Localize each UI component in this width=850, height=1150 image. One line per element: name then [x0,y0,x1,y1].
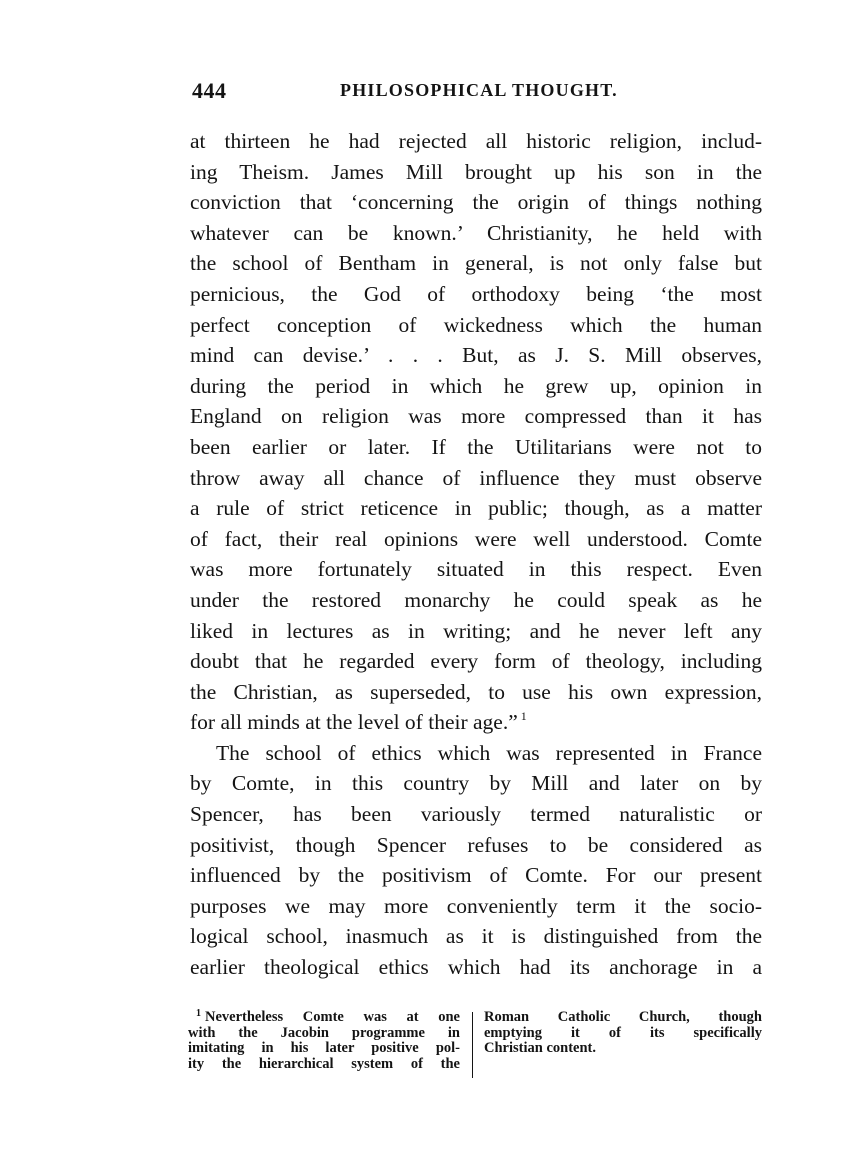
text-line: purposes we may more conveniently term it the socio- [190,893,762,918]
page-number: 444 [192,78,227,103]
footnote-reference: 1 [520,709,527,724]
footnote-line: imitating in his later positive pol- [188,1040,460,1056]
text-line: England on religion was more compressed than it has [190,404,762,429]
text-line: for all minds at the level of their age.” [190,710,518,735]
text-line: Spencer, has been variously termed naturalistic or [190,802,762,827]
footnote-left-column [188,1010,460,1072]
text-line: The school of ethics which was represented in France [216,740,762,765]
running-title: PHILOSOPHICAL THOUGHT. [340,80,618,100]
text-line: throw away all chance of influence they must observe [190,465,762,490]
footnote-line: ity the hierarchical system of the [188,1055,460,1072]
footnotes [188,1010,762,1082]
text-line: under the restored monarchy he could speak as he [190,587,762,612]
paragraph-end-line [190,707,762,738]
footnote-line: with the Jacobin programme in [188,1024,460,1041]
text-line: conviction that ‘concerning the origin of things nothing [190,190,762,215]
text-line: doubt that he regarded every form of theology, including [190,649,762,674]
text-line: pernicious, the God of orthodoxy being ‘the most [190,281,762,306]
text-line: a rule of strict reticence in public; though, as a matter [190,496,762,521]
footnote-line: Nevertheless Comte was at one [205,1009,460,1025]
text-line: logical school, inasmuch as it is distinguished from the [190,924,762,949]
footnote-line: Christian content. [484,1040,596,1056]
text-line: was more fortunately situated in this respect. Even [190,557,762,582]
footnote-line: Roman Catholic Church, though [484,1009,762,1025]
text-line: positivist, though Spencer refuses to be considered as [190,832,762,857]
text-line: earlier theological ethics which had its anchorage in a [190,955,762,980]
footnote-marker: 1 [196,1008,201,1019]
column-divider [472,1012,473,1078]
text-line: influenced by the positivism of Comte. For our present [190,863,762,888]
text-line: by Comte, in this country by Mill and later on by [190,771,762,796]
text-line: the school of Bentham in general, is not only false but [190,251,762,276]
footnote-first-line [188,1010,460,1026]
footnote-line: emptying it of its specifically [484,1024,762,1041]
body-text [190,126,762,983]
text-line: whatever can be known.’ Christianity, he held with [190,220,762,245]
text-line: at thirteen he had rejected all historic religion, includ- [190,129,762,153]
text-line: of fact, their real opinions were well understood. Comte [190,526,762,551]
text-line: mind can devise.’ . . . But, as J. S. Mill observes, [190,343,762,368]
text-line: ing Theism. James Mill brought up his son in the [190,159,762,184]
text-line: during the period in which he grew up, opinion in [190,373,762,398]
text-line: perfect conception of wickedness which the human [190,312,762,337]
text-line: been earlier or later. If the Utilitarians were not to [190,434,762,459]
footnote-right-column [484,1010,762,1057]
page-header [192,78,760,108]
text-line: the Christian, as superseded, to use his own expression, [190,679,762,704]
text-line: liked in lectures as in writing; and he never left any [190,618,762,643]
